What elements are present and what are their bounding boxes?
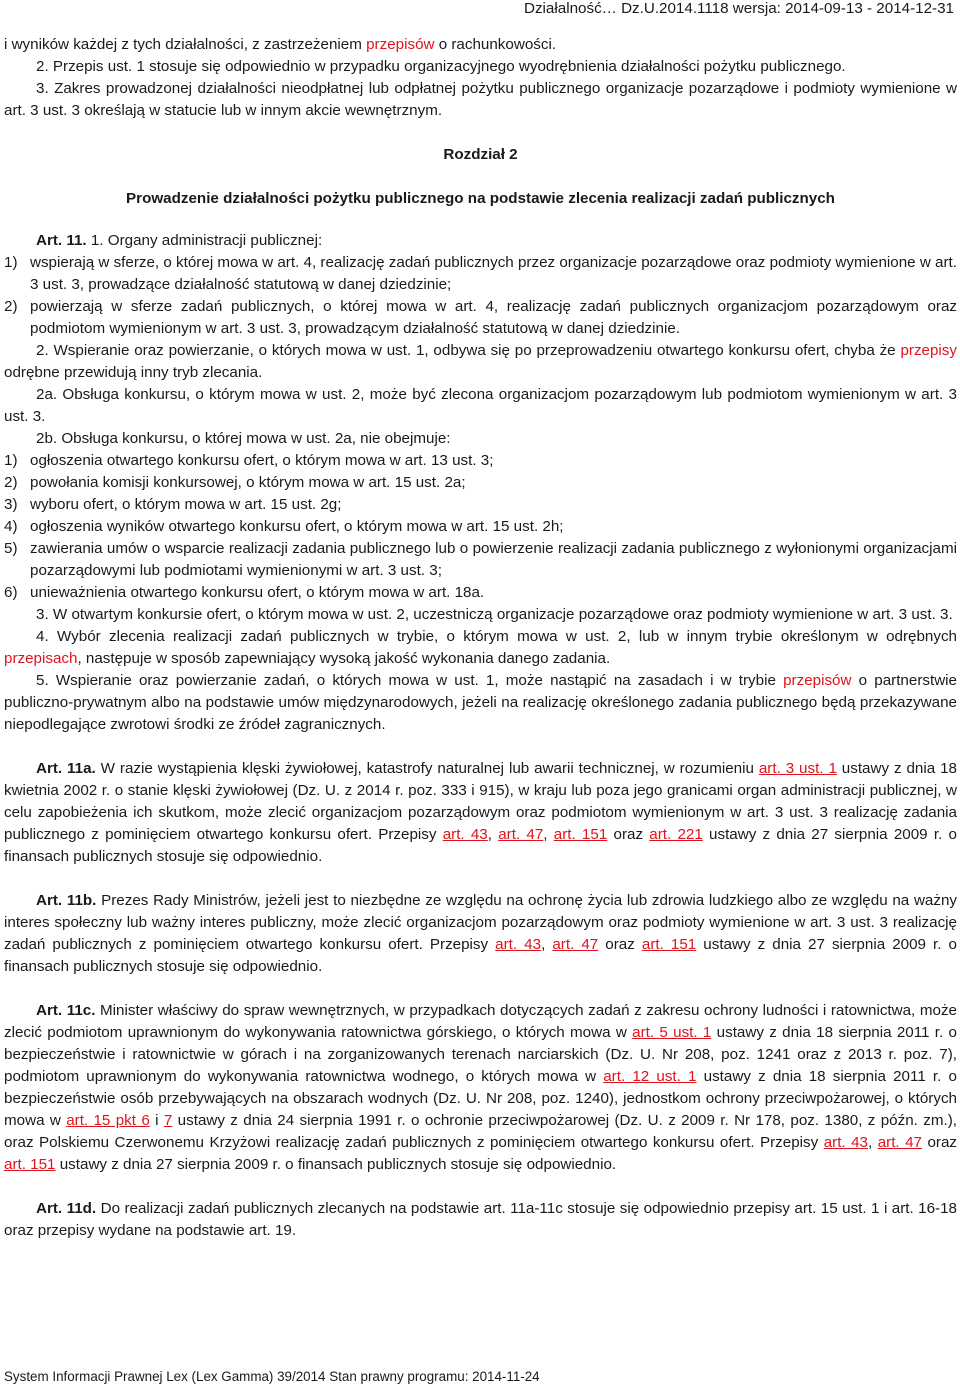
art-11a (4, 758, 957, 868)
reference-link[interactable]: art. 15 pkt 6 (66, 1112, 150, 1129)
list-text: zawierania umów o wsparcie realizacji zadania publicznego lub o powierzenie realizacji zadania publicznego z wyłonionymi organizacjami pozarządowymi lub podmiotami wymienionymi w art. 3 ust. 3; (30, 540, 957, 579)
article-text: i (149, 1112, 164, 1129)
list-item (4, 494, 957, 516)
art-11-ust-2a: 2a. Obsługa konkursu, o którym mowa w ust. 2, może być zlecona organizacjom pozarządowym lub podmiotom wymienionym w art. 3 ust. 3. (4, 386, 957, 425)
reference-link[interactable]: art. 47 (552, 936, 599, 953)
reference-link[interactable]: przepisów (783, 672, 852, 689)
article-text: , (868, 1134, 878, 1151)
article-text: ustawy z dnia 27 sierpnia 2009 r. o finansach publicznych stosuje się odpowiednio. (4, 826, 957, 865)
article-text: ustawy z dnia 18 sierpnia 2011 r. o bezpieczeństwie osób przebywających na obszarach wodnych (Dz. U. Nr 208, poz. 1240), jednostkom ochrony przeciwpożarowej, o których mowa w (4, 1068, 957, 1129)
art-11-lead (4, 230, 957, 252)
list-item (4, 538, 957, 582)
list-number: 3) (4, 496, 18, 513)
reference-link[interactable]: przepisach (4, 650, 78, 667)
article-text: , następuje w sposób zapewniający wysoką jakość wykonania danego zadania. (77, 650, 611, 667)
reference-link[interactable]: przepisów (366, 36, 435, 53)
article-text: W razie wystąpienia klęski żywiołowej, katastrofy naturalnej lub awarii technicznej, w rozumieniu (95, 760, 759, 777)
article-text: Minister właściwy do spraw wewnętrznych, w przypadkach dotyczących zadań z zakresu ochrony ludności i ratownictwa, może zlecić podmiotom uprawnionym do wykonywania ratownictwa górskiego, o których mowa w (4, 1002, 957, 1041)
art-11-ust-4 (4, 626, 957, 670)
art-11-ust-5 (4, 670, 957, 736)
list-item (4, 296, 957, 340)
article-text: , (543, 826, 554, 843)
reference-link[interactable]: art. 3 ust. 1 (758, 760, 837, 777)
list-number: 1) (4, 452, 18, 469)
list-number: 4) (4, 518, 18, 535)
article-label: Art. 11d. (36, 1200, 97, 1217)
article-text: 2. Wspieranie oraz powierzanie, o których mowa w ust. 1, odbywa się po przeprowadzeniu otwartego konkursu ofert, chyba że (36, 342, 901, 359)
intro-text: o rachunkowości. (434, 36, 557, 53)
chapter-subtitle: Prowadzenie działalności pożytku publicznego na podstawie zlecenia realizacji zadań publicznych (126, 190, 835, 207)
list-item (4, 450, 957, 472)
article-text: ustawy z dnia 27 sierpnia 2009 r. o finansach publicznych stosuje się odpowiednio. (4, 936, 957, 975)
page-footer: System Informacji Prawnej Lex (Lex Gamma) 39/2014 Stan prawny programu: 2014-11-24 (4, 1369, 540, 1384)
list-text: powołania komisji konkursowej, o którym mowa w art. 15 ust. 2a; (30, 474, 466, 491)
article-text: ustawy z dnia 24 sierpnia 1991 r. o ochronie przeciwpożarowej (Dz. U. z 2009 r. Nr 178, poz. 1380, z późn. zm.), oraz Polskiemu Czerwonemu Krzyżowi realizację zadań publicznych z pominięciem otwartego konkursu ofert. Przepisy (4, 1112, 957, 1151)
art-11b (4, 890, 957, 978)
list-number: 2) (4, 474, 18, 491)
article-text: ustawy z dnia 18 kwietnia 2002 r. o stanie klęski żywiołowej (Dz. U. z 2014 r. poz. 333 i 915), w kraju lub poza jego granicami organ administracji publicznej, w celu zapobieżenia ich skutkom, może zlecić organizacjom pozarządowym oraz podmiotom wymienionym w art. 3 ust. 3 realizację zadania publicznego z pominięciem otwartego konkursu ofert. Przepisy (4, 760, 957, 843)
list-item (4, 252, 957, 296)
list-number: 1) (4, 254, 18, 271)
list-text: powierzają w sferze zadań publicznych, o której mowa w art. 4, realizację zadań publicznych organizacjom pozarządowym oraz podmiotom wymienionym w art. 3 ust. 3, prowadzącym działalność statutową w danej dziedzinie. (30, 298, 957, 337)
reference-link[interactable]: art. 43 (495, 936, 542, 953)
intro-paragraph-1 (4, 34, 957, 56)
reference-link[interactable]: art. 221 (649, 826, 703, 843)
reference-link[interactable]: art. 47 (498, 826, 544, 843)
intro-paragraph-3: 3. Zakres prowadzonej działalności nieodpłatnej lub odpłatnej pożytku publicznego organizacje pozarządowe i podmioty wymienione w art. 3 ust. 3 określają w statucie lub w innym akcie wewnętrznym. (4, 80, 957, 119)
list-number: 6) (4, 584, 18, 601)
page-header: Działalność… Dz.U.2014.1118 wersja: 2014-09-13 - 2014-12-31 (524, 0, 954, 17)
list-item (4, 582, 957, 604)
reference-link[interactable]: art. 151 (641, 936, 697, 953)
reference-link[interactable]: art. 43 (823, 1134, 868, 1151)
document-content (4, 34, 957, 1242)
article-text: ustawy z dnia 27 sierpnia 2009 r. o finansach publicznych stosuje się odpowiednio. (55, 1156, 617, 1173)
list-item (4, 516, 957, 538)
reference-link[interactable]: art. 47 (877, 1134, 922, 1151)
article-label: Art. 11a. (36, 760, 96, 777)
article-text: oraz (921, 1134, 957, 1151)
document-page (4, 0, 957, 1391)
article-text: odrębne przewidują inny tryb zlecania. (4, 364, 263, 381)
list-number: 2) (4, 298, 18, 315)
article-text: , (487, 826, 499, 843)
article-text: oraz (598, 936, 642, 953)
article-label: Art. 11c. (36, 1002, 96, 1019)
article-text: oraz (607, 826, 650, 843)
list-text: wspierają w sferze, o której mowa w art. 4, realizację zadań publicznych przez organizacje pozarządowe oraz podmioty wymienione w art. 3 ust. 3, prowadzące działalność statutową w danej dziedzinie; (30, 254, 957, 293)
art-11-ust-2 (4, 340, 957, 384)
article-text: Prezes Rady Ministrów, jeżeli jest to niezbędne ze względu na ochronę życia lub zdrowia ludzkiego albo ze względu na ważny interes społeczny lub ważny interes publiczny, może zlecić organizacjom pozarządowym oraz podmioty wymienione w art. 3 ust. 3 realizację zadań publicznych z pominięciem otwartego konkursu ofert. Przepisy (4, 892, 957, 953)
art-11d (4, 1198, 957, 1242)
list-text: unieważnienia otwartego konkursu ofert, o którym mowa w art. 18a. (30, 584, 485, 601)
list-text: ogłoszenia otwartego konkursu ofert, o którym mowa w art. 13 ust. 3; (30, 452, 494, 469)
reference-link[interactable]: 7 (163, 1112, 173, 1129)
article-text: ustawy z dnia 18 sierpnia 2011 r. o bezpieczeństwie i ratownictwie w górach i na zorganizowanych terenach narciarskich (Dz. U. Nr 208, poz. 1241 oraz z 2013 r. poz. 7), podmiotom uprawnionym do wykonywania ratownictwa wodnego, o których mowa w (4, 1024, 957, 1085)
article-text: 4. Wybór zlecenia realizacji zadań publicznych w trybie, o którym mowa w ust. 2, lub w innym trybie określonym w odrębnych (36, 628, 957, 645)
reference-link[interactable]: art. 151 (4, 1156, 56, 1173)
article-text: 5. Wspieranie oraz powierzanie zadań, o których mowa w ust. 1, może nastąpić na zasadach i w trybie (36, 672, 784, 689)
reference-link[interactable]: przepisy (900, 342, 957, 359)
list-text: wyboru ofert, o którym mowa w art. 15 ust. 2g; (30, 496, 342, 513)
reference-link[interactable]: art. 5 ust. 1 (632, 1024, 712, 1041)
article-text: Do realizacji zadań publicznych zlecanych na podstawie art. 11a-11c stosuje się odpowiednio przepisy art. 15 ust. 1 i art. 16-18 oraz przepisy wydane na podstawie art. 19. (4, 1200, 957, 1239)
intro-paragraph-2: 2. Przepis ust. 1 stosuje się odpowiednio w przypadku organizacyjnego wyodrębnienia działalności pożytku publicznego. (36, 58, 846, 75)
chapter-title: Rozdział 2 (443, 146, 518, 163)
reference-link[interactable]: art. 151 (553, 826, 608, 843)
intro-text: i wyników każdej z tych działalności, z zastrzeżeniem (4, 36, 367, 53)
reference-link[interactable]: art. 12 ust. 1 (603, 1068, 697, 1085)
art-11-ust-2b: 2b. Obsługa konkursu, o której mowa w ust. 2a, nie obejmuje: (36, 430, 451, 447)
list-item (4, 472, 957, 494)
article-text: o partnerstwie publiczno-prywatnym albo na podstawie umów międzynarodowych, jeżeli na realizację określonego zadania publicznego będą przekazywane niepodlegające zwrotowi środki ze źródeł zagranicznych. (4, 672, 957, 733)
art-11c (4, 1000, 957, 1176)
reference-link[interactable]: art. 43 (442, 826, 488, 843)
list-number: 5) (4, 540, 18, 557)
article-label: Art. 11b. (36, 892, 97, 909)
article-text: 1. Organy administracji publicznej: (86, 232, 323, 249)
art-11-ust-3: 3. W otwartym konkursie ofert, o którym mowa w ust. 2, uczestniczą organizacje pozarządowe oraz podmioty wymienione w art. 3 ust. 3. (36, 606, 953, 623)
list-text: ogłoszenia wyników otwartego konkursu ofert, o którym mowa w art. 15 ust. 2h; (30, 518, 564, 535)
article-label: Art. 11. (36, 232, 87, 249)
article-text: , (541, 936, 553, 953)
